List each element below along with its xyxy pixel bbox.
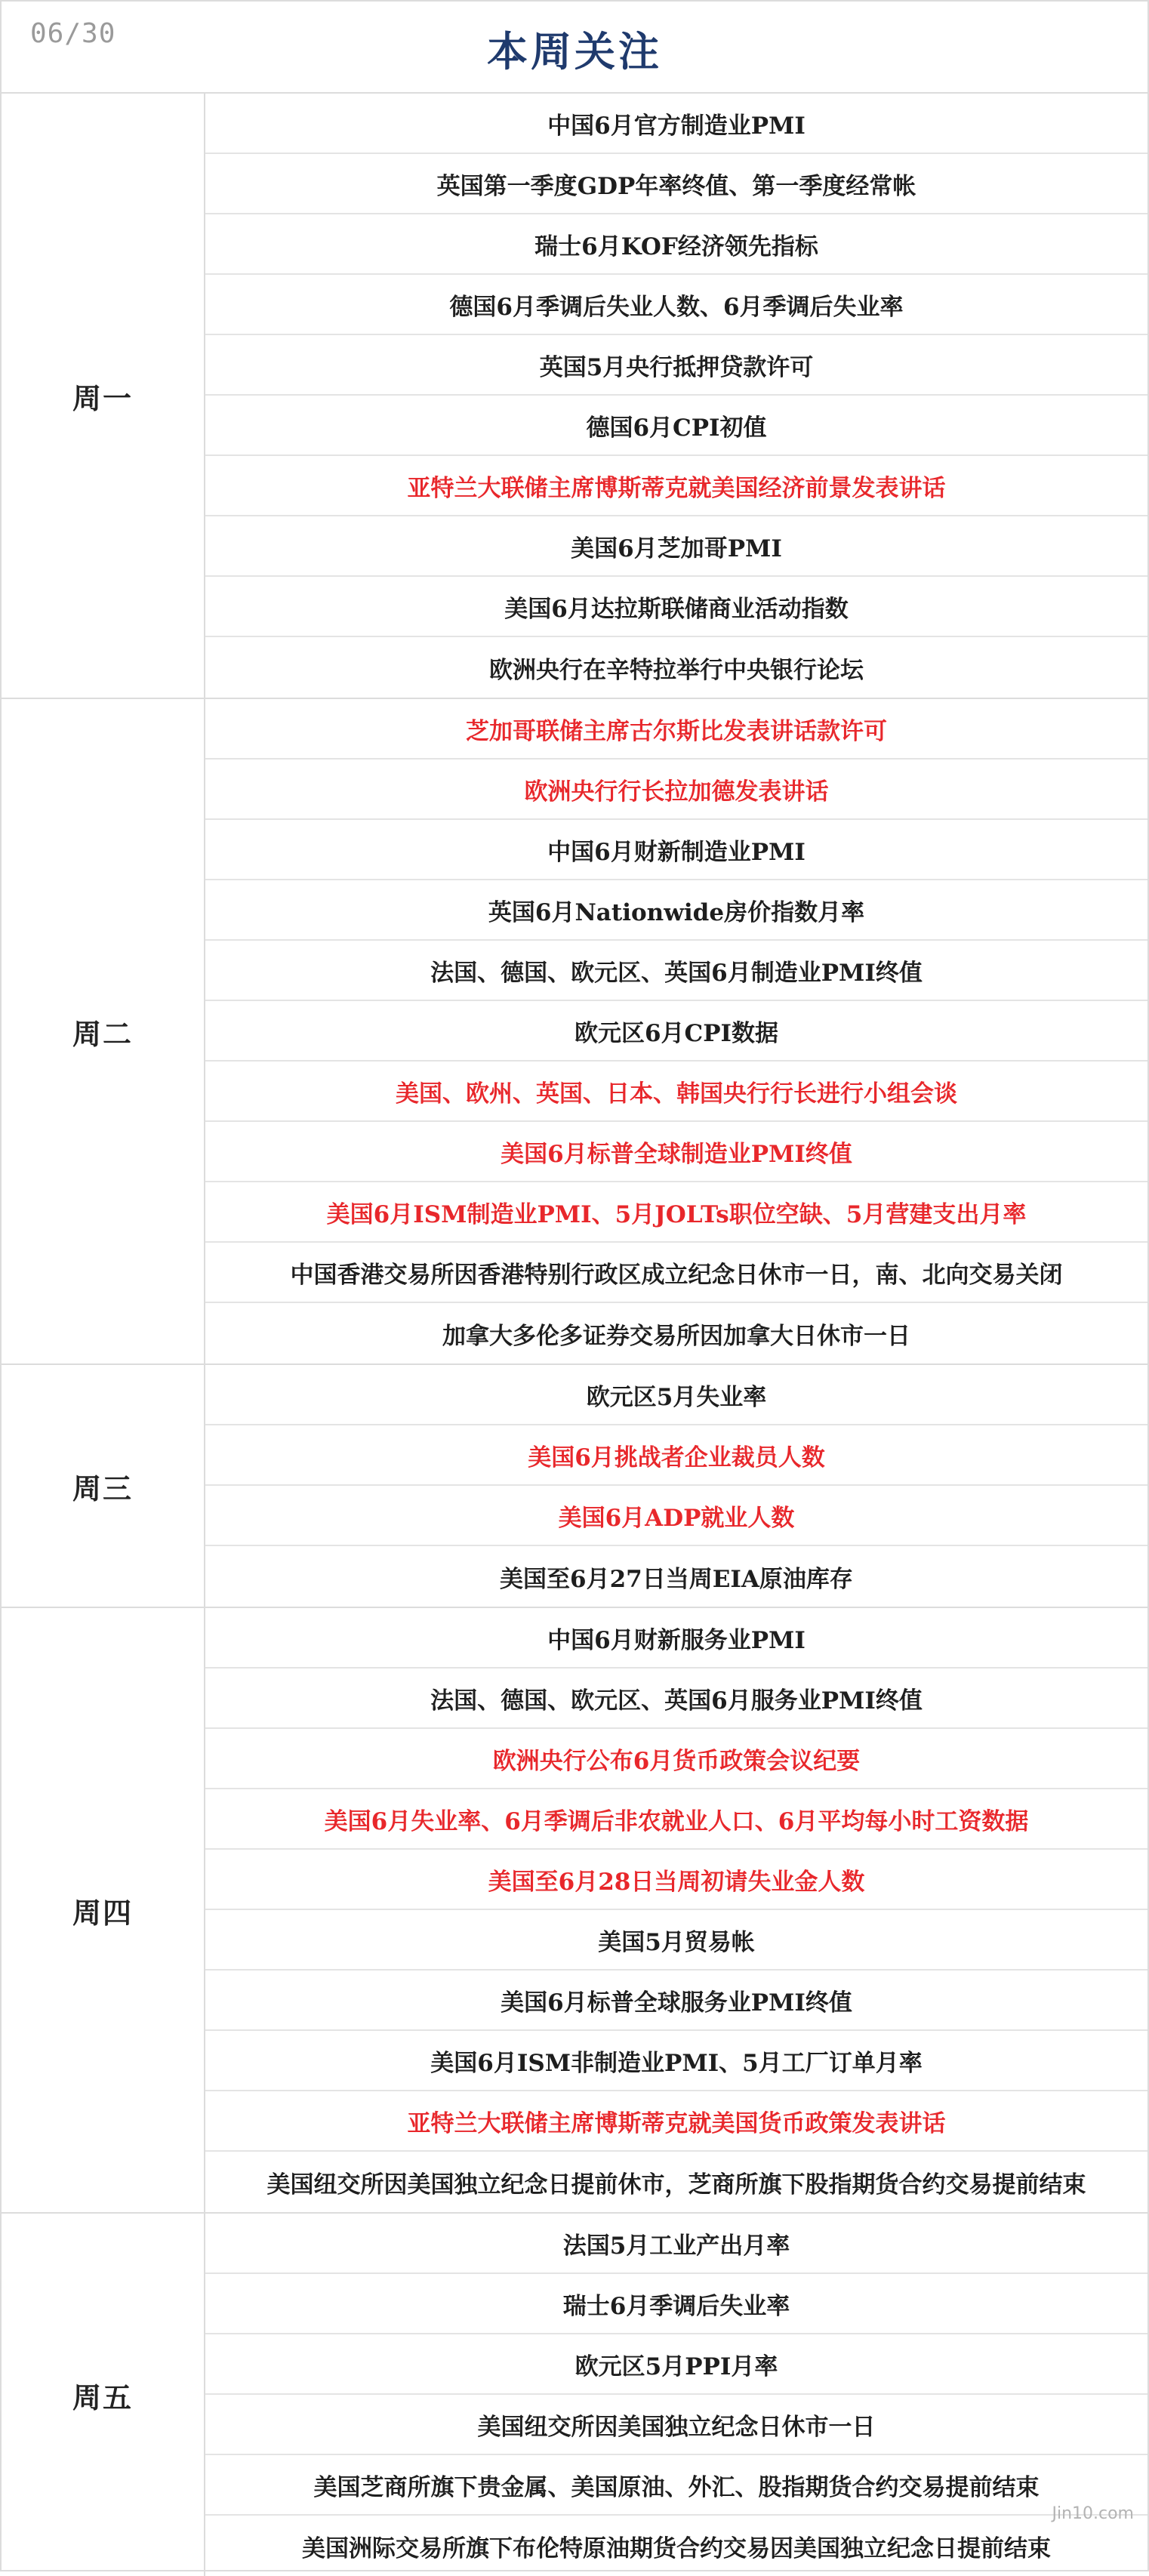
event-row: 中国香港交易所因香港特别行政区成立纪念日休市一日，南、北向交易关闭 — [205, 1243, 1147, 1303]
event-row-highlighted: 美国6月挑战者企业裁员人数 — [205, 1425, 1147, 1486]
event-row-highlighted: 美国、欧州、英国、日本、韩国央行行长进行小组会谈 — [205, 1062, 1147, 1122]
event-list — [205, 94, 1147, 698]
event-row-highlighted: 亚特兰大联储主席博斯蒂克就美国货币政策发表讲话 — [205, 2091, 1147, 2152]
day-label: 周四 — [2, 1608, 205, 2212]
event-row: 美国纽交所因美国独立纪念日提前休市，芝商所旗下股指期货合约交易提前结束 — [266, 2171, 1086, 2199]
event-row: 德国6月季调后失业人数、6月季调后失业率 — [205, 275, 1147, 335]
event-row-highlighted: 亚特兰大联储主席博斯蒂克就美国经济前景发表讲话 — [205, 456, 1147, 516]
day-group — [2, 699, 1147, 1365]
event-row: 英国第一季度GDP年率终值、第一季度经常帐 — [205, 154, 1147, 214]
event-row: 中国6月财新制造业PMI — [205, 820, 1147, 880]
date-label: 06/30 — [30, 18, 116, 49]
day-group — [2, 1365, 1147, 1608]
event-row: 瑞士6月季调后失业率 — [205, 2274, 1147, 2334]
page-title: 本周关注 — [487, 27, 662, 75]
event-row: 英国5月央行抵押贷款许可 — [205, 335, 1147, 396]
event-row: 中国6月官方制造业PMI — [205, 94, 1147, 154]
event-row: 欧元区5月PPI月率 — [205, 2334, 1147, 2395]
watermark: Jin10.com — [1052, 2504, 1134, 2523]
event-row-highlighted: 欧洲央行行长拉加德发表讲话 — [205, 760, 1147, 820]
day-label: 周五 — [2, 2214, 205, 2576]
day-group — [2, 1608, 1147, 2214]
event-list — [205, 699, 1147, 1363]
event-row: 美国5月贸易帐 — [205, 1910, 1147, 1971]
event-row: 欧元区6月CPI数据 — [205, 1001, 1147, 1062]
event-row: 美国芝商所旗下贵金属、美国原油、外汇、股指期货合约交易提前结束 — [205, 2455, 1147, 2516]
event-row: 中国6月财新服务业PMI — [205, 1608, 1147, 1669]
event-row-highlighted: 芝加哥联储主席古尔斯比发表讲话款许可 — [205, 699, 1147, 760]
event-row: 美国6月标普全球服务业PMI终值 — [205, 1971, 1147, 2031]
event-row: 美国6月达拉斯联储商业活动指数 — [205, 577, 1147, 637]
day-group — [2, 94, 1147, 699]
event-row: 欧元区5月失业率 — [205, 1365, 1147, 1425]
event-row: 美国纽交所因美国独立纪念日休市一日 — [205, 2395, 1147, 2455]
day-group — [2, 2214, 1147, 2576]
event-row: 法国5月工业产出月率 — [205, 2214, 1147, 2274]
event-list — [205, 1608, 1147, 2212]
day-label: 周三 — [2, 1365, 205, 1607]
event-row: 法国、德国、欧元区、英国6月制造业PMI终值 — [205, 941, 1147, 1001]
event-row: 美国6月芝加哥PMI — [205, 516, 1147, 577]
event-row: 美国洲际交易所旗下布伦特原油期货合约交易因美国独立纪念日提前结束 — [302, 2534, 1051, 2562]
event-row-highlighted: 美国6月ADP就业人数 — [205, 1486, 1147, 1546]
event-row-highlighted: 美国6月标普全球制造业PMI终值 — [205, 1122, 1147, 1182]
day-label: 周二 — [2, 699, 205, 1363]
event-row-highlighted: 美国6月ISM制造业PMI、5月JOLTs职位空缺、5月营建支出月率 — [205, 1182, 1147, 1243]
event-list — [205, 1365, 1147, 1607]
event-row: 瑞士6月KOF经济领先指标 — [205, 214, 1147, 275]
event-row-highlighted: 美国6月失业率、6月季调后非农就业人口、6月平均每小时工资数据 — [205, 1789, 1147, 1850]
page-header — [2, 2, 1147, 94]
event-row-highlighted: 美国至6月28日当周初请失业金人数 — [205, 1850, 1147, 1910]
event-list — [205, 2214, 1147, 2576]
weekly-schedule-table — [2, 94, 1147, 2576]
day-label: 周一 — [2, 94, 205, 698]
event-row: 德国6月CPI初值 — [205, 396, 1147, 456]
event-row: 美国6月ISM非制造业PMI、5月工厂订单月率 — [205, 2031, 1147, 2091]
event-row: 法国、德国、欧元区、英国6月服务业PMI终值 — [205, 1669, 1147, 1729]
event-row: 美国至6月27日当周EIA原油库存 — [500, 1565, 853, 1593]
event-row-highlighted: 欧洲央行公布6月货币政策会议纪要 — [205, 1729, 1147, 1789]
event-row: 欧洲央行在辛特拉举行中央银行论坛 — [489, 656, 864, 684]
event-row: 英国6月Nationwide房价指数月率 — [205, 880, 1147, 941]
event-row: 加拿大多伦多证券交易所因加拿大日休市一日 — [442, 1322, 910, 1350]
